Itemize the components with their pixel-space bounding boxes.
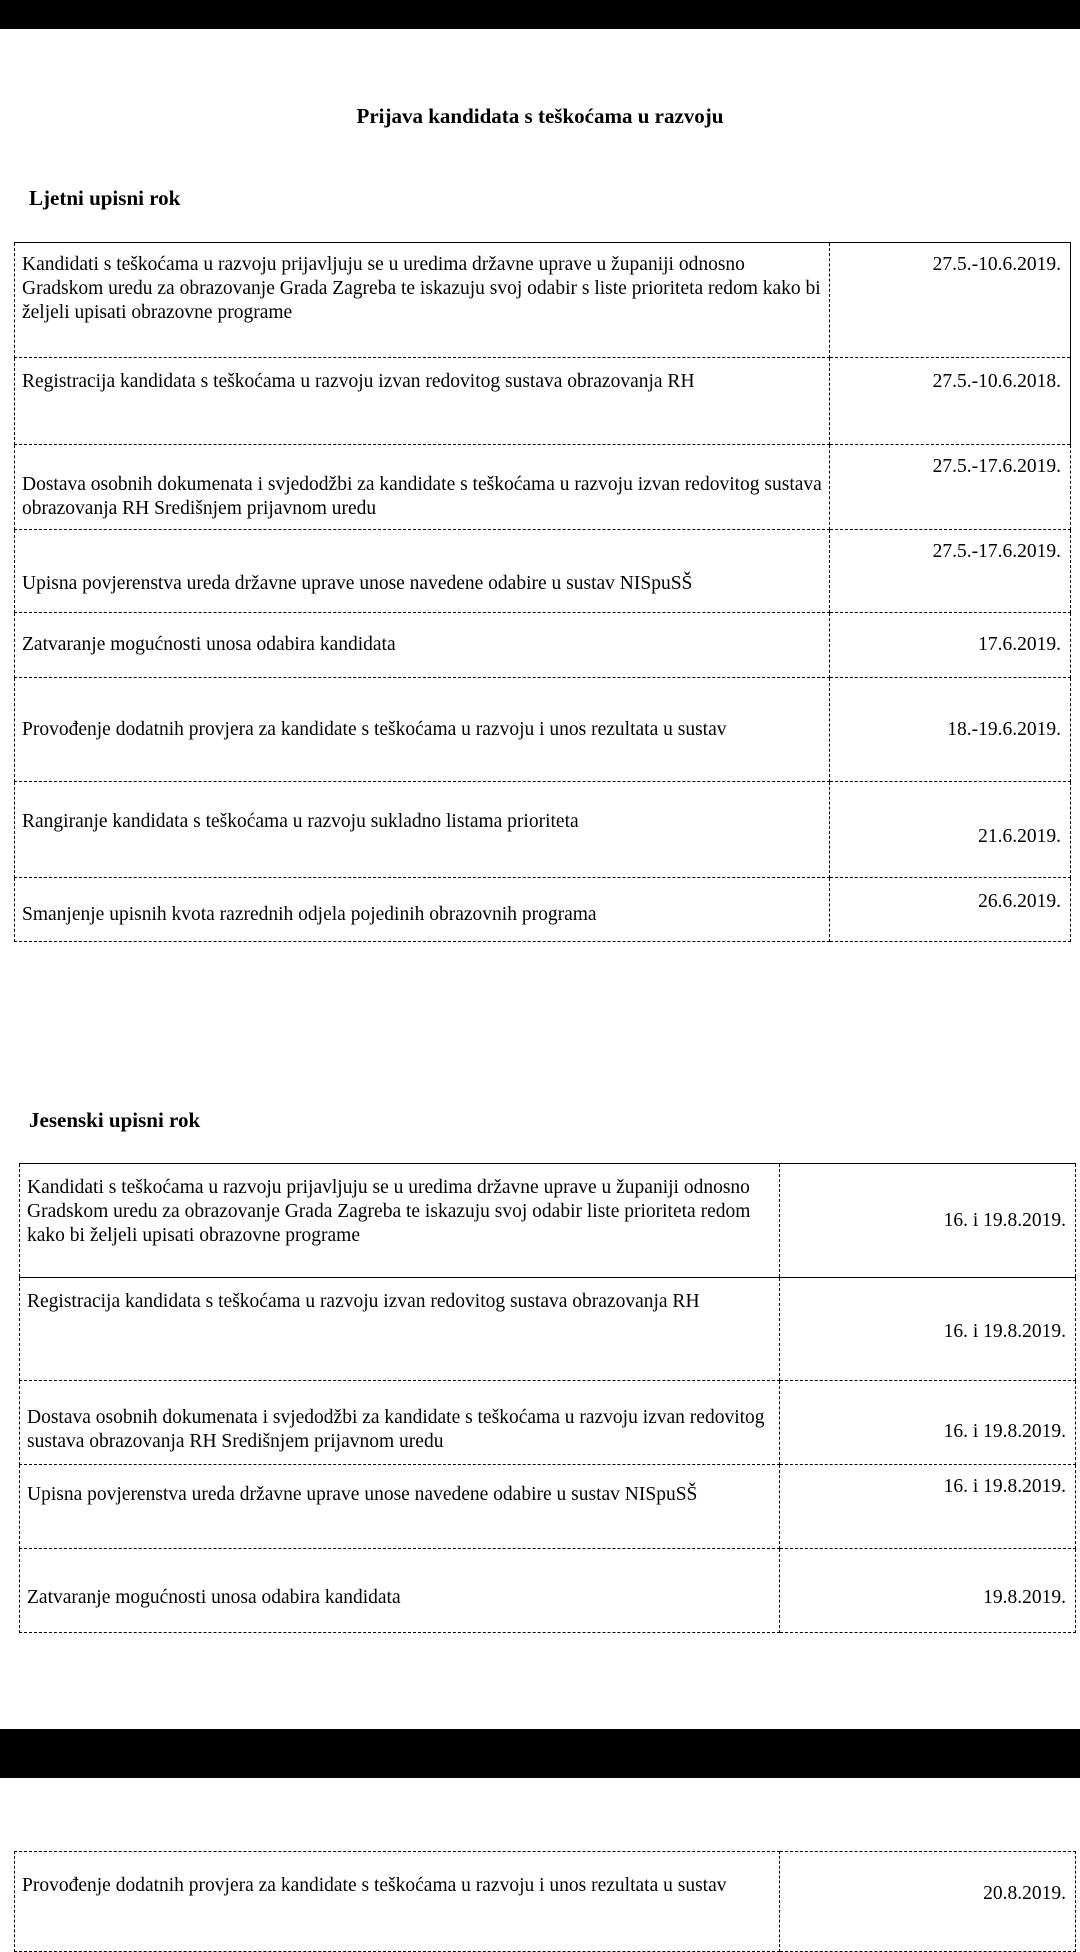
table-row xyxy=(20,1549,1076,1633)
row-date: 27.5.-10.6.2019. xyxy=(830,243,1071,358)
page-break-bar xyxy=(0,1729,1080,1778)
continued-schedule-table xyxy=(14,1851,1076,1952)
row-date: 16. i 19.8.2019. xyxy=(780,1164,1076,1278)
table-row xyxy=(15,358,1071,445)
row-date: 16. i 19.8.2019. xyxy=(780,1381,1076,1465)
table-row xyxy=(20,1278,1076,1381)
row-description: Dostava osobnih dokumenata i svjedodžbi za kandidate s teškoćama u razvoju izvan redovitog sustava obrazovanja RH Središnjem prijavnom uredu xyxy=(20,1381,780,1465)
table-row xyxy=(15,613,1071,678)
row-description: Dostava osobnih dokumenata i svjedodžbi za kandidate s teškoćama u razvoju izvan redovitog sustava obrazovanja RH Središnjem prijavnom uredu xyxy=(15,445,830,530)
row-description: Zatvaranje mogućnosti unosa odabira kandidata xyxy=(15,613,830,678)
table-row xyxy=(15,878,1071,942)
row-date: 21.6.2019. xyxy=(830,782,1071,878)
row-date: 17.6.2019. xyxy=(830,613,1071,678)
row-description: Registracija kandidata s teškoćama u razvoju izvan redovitog sustava obrazovanja RH xyxy=(20,1278,780,1381)
row-description: Kandidati s teškoćama u razvoju prijavljuju se u uredima državne uprave u županiji odnosno Gradskom uredu za obrazovanje Grada Zagreba te iskazuju svoj odabir liste prioriteta redom kako bi željeli upisati obrazovne programe xyxy=(20,1164,780,1278)
row-date: 27.5.-10.6.2018. xyxy=(830,358,1071,445)
row-description: Provođenje dodatnih provjera za kandidate s teškoćama u razvoju i unos rezultata u sustav xyxy=(15,678,830,782)
autumn-schedule-table xyxy=(19,1163,1076,1633)
table-row xyxy=(15,530,1071,613)
row-date: 16. i 19.8.2019. xyxy=(780,1465,1076,1549)
table-row xyxy=(15,243,1071,358)
section-heading-summer: Ljetni upisni rok xyxy=(29,186,181,210)
row-description: Upisna povjerenstva ureda državne uprave unose navedene odabire u sustav NISpuSŠ xyxy=(20,1465,780,1549)
section-heading-autumn: Jesenski upisni rok xyxy=(29,1108,201,1132)
row-description: Rangiranje kandidata s teškoćama u razvoju sukladno listama prioriteta xyxy=(15,782,830,878)
table-row xyxy=(15,1852,1076,1952)
row-description: Zatvaranje mogućnosti unosa odabira kandidata xyxy=(20,1549,780,1633)
page-title: Prijava kandidata s teškoćama u razvoju xyxy=(356,104,724,128)
row-date: 18.-19.6.2019. xyxy=(830,678,1071,782)
row-date: 19.8.2019. xyxy=(780,1549,1076,1633)
table-row xyxy=(15,678,1071,782)
summer-schedule-table xyxy=(14,242,1071,942)
table-row xyxy=(15,445,1071,530)
row-date: 27.5.-17.6.2019. xyxy=(830,445,1071,530)
table-row xyxy=(20,1164,1076,1278)
row-description: Upisna povjerenstva ureda državne uprave unose navedene odabire u sustav NISpuSŠ xyxy=(15,530,830,613)
row-description: Provođenje dodatnih provjera za kandidate s teškoćama u razvoju i unos rezultata u sustav xyxy=(15,1852,780,1952)
row-date: 20.8.2019. xyxy=(780,1852,1076,1952)
row-date: 16. i 19.8.2019. xyxy=(780,1278,1076,1381)
row-date: 26.6.2019. xyxy=(830,878,1071,942)
table-row xyxy=(15,782,1071,878)
row-date: 27.5.-17.6.2019. xyxy=(830,530,1071,613)
table-row xyxy=(20,1465,1076,1549)
row-description: Registracija kandidata s teškoćama u razvoju izvan redovitog sustava obrazovanja RH xyxy=(15,358,830,445)
row-description: Smanjenje upisnih kvota razrednih odjela pojedinih obrazovnih programa xyxy=(15,878,830,942)
row-description: Kandidati s teškoćama u razvoju prijavljuju se u uredima državne uprave u županiji odnosno Gradskom uredu za obrazovanje Grada Zagreba te iskazuju svoj odabir s liste prioriteta redom kako bi željeli upisati obrazovne programe xyxy=(15,243,830,358)
table-row xyxy=(20,1381,1076,1465)
top-black-bar xyxy=(0,0,1080,29)
